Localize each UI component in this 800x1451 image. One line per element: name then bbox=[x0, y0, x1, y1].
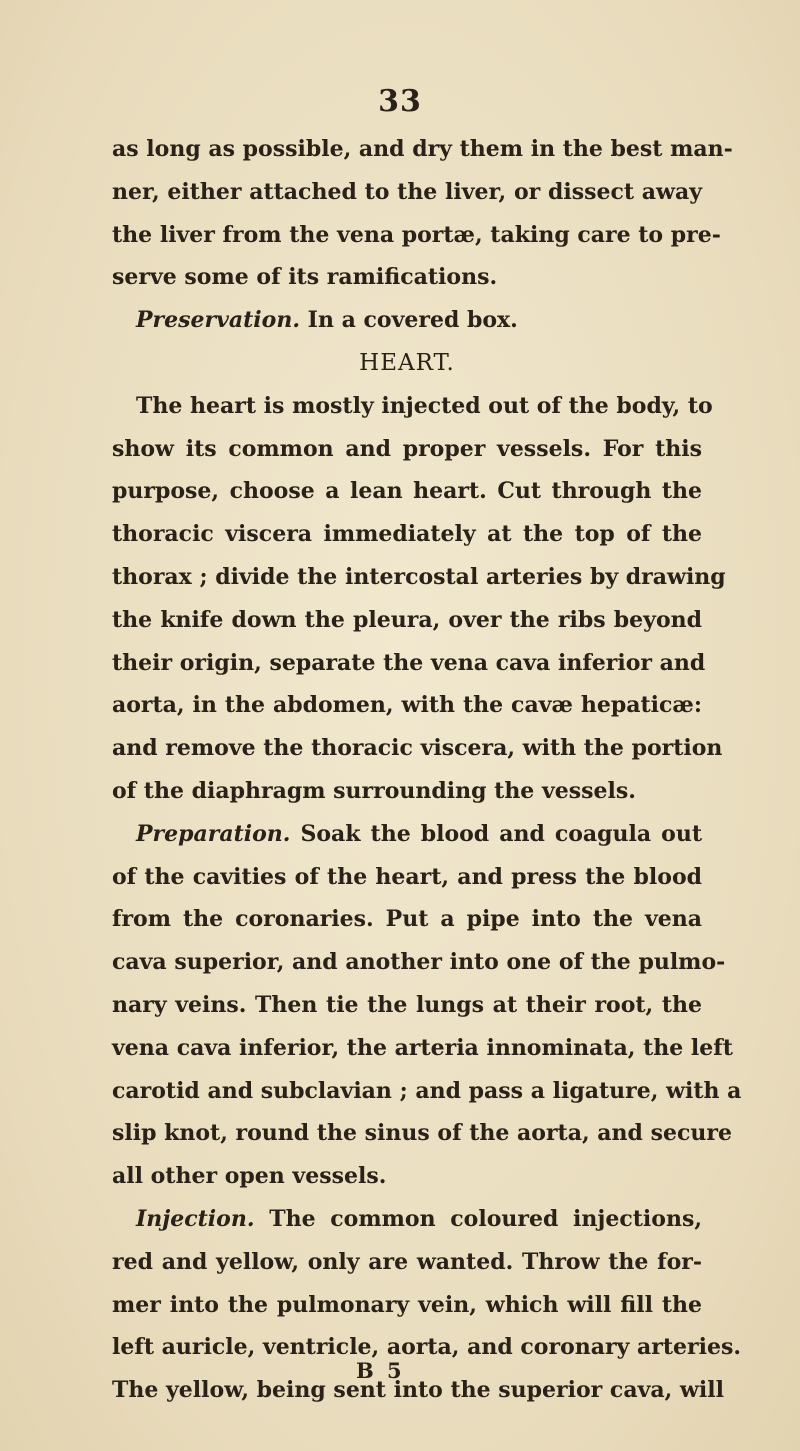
text-line: aorta, in the abdomen, with the cavæ hepaticæ: bbox=[112, 692, 702, 719]
text-line: carotid and subclavian ; and pass a ligature, with a bbox=[112, 1077, 742, 1104]
text-line: red and yellow, only are wanted. Throw the for- bbox=[112, 1248, 702, 1275]
subsection-lead: Preservation. bbox=[136, 307, 300, 334]
subsection-lead: Preparation. bbox=[136, 820, 291, 847]
text-line: cava superior, and another into one of the pulmo- bbox=[112, 949, 726, 976]
text-line: the knife down the pleura, over the ribs beyond bbox=[112, 606, 702, 633]
line-text: In a covered box. bbox=[300, 307, 518, 334]
text-line: and remove the thoracic viscera, with the portion bbox=[112, 735, 723, 762]
text-line: ner, either attached to the liver, or dissect away bbox=[112, 178, 702, 205]
page-number: 33 bbox=[378, 84, 422, 119]
text-line: left auricle, ventricle, aorta, and coronary arteries. bbox=[112, 1334, 742, 1361]
signature-mark: B 5 bbox=[356, 1358, 405, 1383]
line-text: The common coloured injections, bbox=[254, 1205, 702, 1232]
text-line bbox=[112, 1198, 702, 1241]
text-line: vena cava inferior, the arteria innominata, the left bbox=[112, 1034, 733, 1061]
section-heading: HEART. bbox=[359, 349, 455, 376]
text-line: purpose, choose a lean heart. Cut through the bbox=[112, 478, 702, 505]
subsection-lead: Injection. bbox=[136, 1205, 255, 1232]
text-line: nary veins. Then tie the lungs at their root, the bbox=[112, 991, 702, 1018]
text-line: serve some of its ramifications. bbox=[112, 264, 498, 291]
text-line: show its common and proper vessels. For this bbox=[112, 435, 702, 462]
text-line: all other open vessels. bbox=[112, 1163, 387, 1190]
text-line: the liver from the vena portæ, taking care to pre- bbox=[112, 221, 721, 248]
text-line: of the diaphragm surrounding the vessels. bbox=[112, 777, 636, 804]
text-line: as long as possible, and dry them in the best man- bbox=[112, 136, 733, 162]
text-line: from the coronaries. Put a pipe into the vena bbox=[112, 906, 702, 933]
text-line: their origin, separate the vena cava inferior and bbox=[112, 649, 706, 676]
text-line: The heart is mostly injected out of the body, to bbox=[136, 392, 713, 419]
text-line: mer into the pulmonary vein, which will fill the bbox=[112, 1291, 702, 1318]
body-text bbox=[112, 128, 742, 1412]
text-line: slip knot, round the sinus of the aorta, and secure bbox=[112, 1120, 732, 1147]
text-line: of the cavities of the heart, and press the blood bbox=[112, 863, 702, 890]
text-line: thorax ; divide the intercostal arteries by drawing bbox=[112, 563, 726, 590]
line-text: Soak the blood and coagula out bbox=[290, 820, 702, 847]
text-line bbox=[112, 813, 702, 856]
text-line: thoracic viscera immediately at the top of the bbox=[112, 521, 702, 548]
text-line bbox=[112, 299, 702, 342]
text-line: The yellow, being sent into the superior cava, will bbox=[112, 1377, 724, 1404]
